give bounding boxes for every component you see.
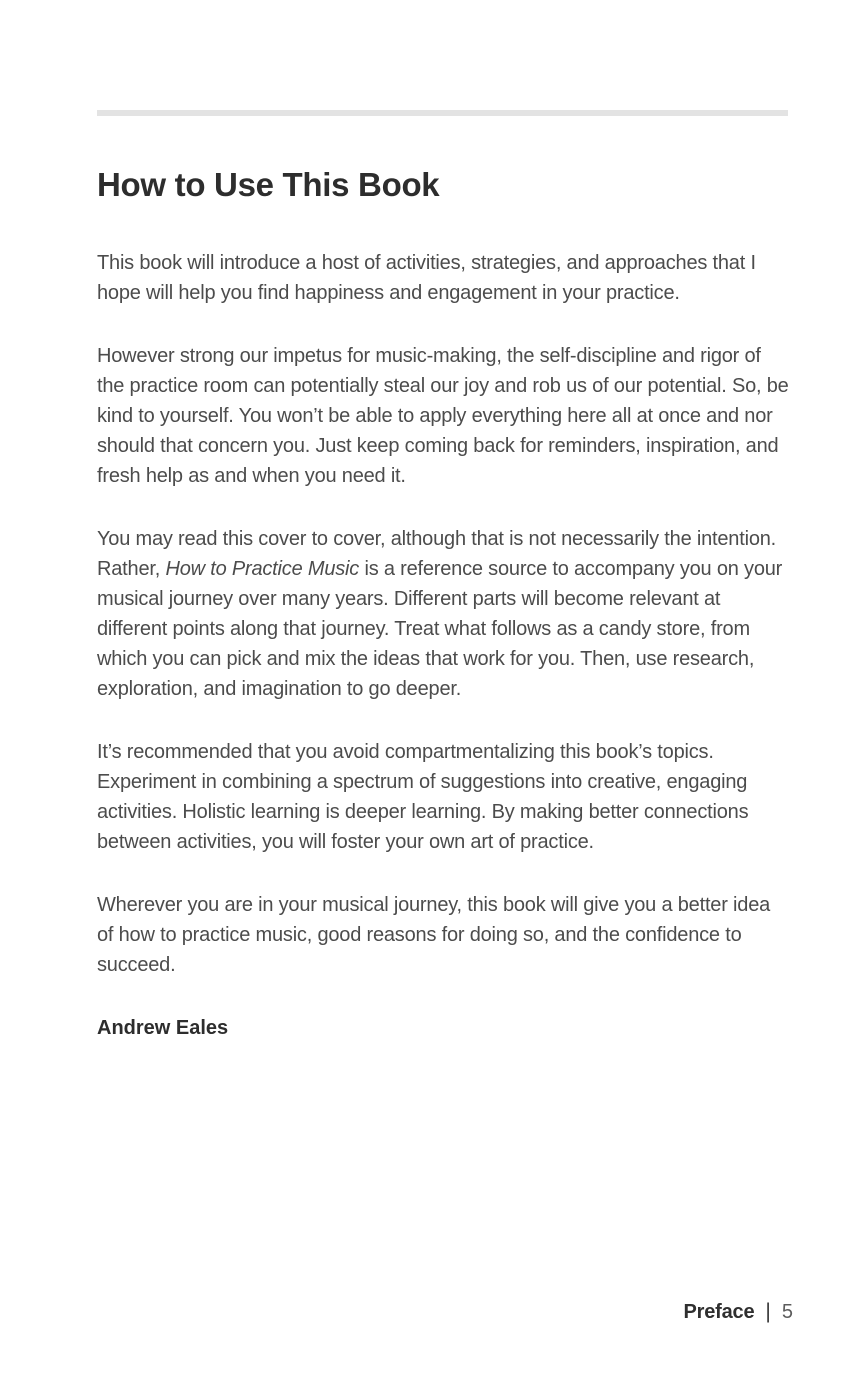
- book-title-italic: How to Practice Music: [165, 557, 360, 580]
- body-text: [97, 248, 791, 980]
- footer: [684, 1300, 793, 1324]
- paragraph: [97, 890, 789, 980]
- footer-page-number: 5: [781, 1301, 793, 1323]
- paragraph: [97, 737, 789, 857]
- paragraph-text: This book will introduce a host of activities, strategies, and approaches that I hope will help you find happiness and engagement in your practice.: [97, 251, 756, 304]
- page-title: How to Use This Book: [97, 166, 440, 203]
- paragraph: [97, 524, 789, 704]
- footer-separator: |: [765, 1300, 771, 1323]
- paragraph-text: is a reference source to accompany you on your musical journey over many years. Different parts will become relevant at different points along that journey. Treat what follows as a candy store, from which you can pick and mix the ideas that work for you. Then, use research, exploration, and imagination to go deeper.: [97, 557, 783, 700]
- paragraph-text: You may read this cover to cover, although that is not necessarily the intention. Rather,: [97, 527, 777, 580]
- footer-section-label: Preface: [683, 1301, 755, 1323]
- paragraph-text: It’s recommended that you avoid compartmentalizing this book’s topics. Experiment in combining a spectrum of suggestions into creative, engaging activities. Holistic learning is deeper learning. By making better connections between activities, you will foster your own art of practice.: [97, 740, 749, 853]
- paragraph: [97, 248, 789, 308]
- top-rule: [97, 110, 788, 116]
- author-name: Andrew Eales: [97, 1016, 229, 1039]
- paragraph-text: However strong our impetus for music-making, the self-discipline and rigor of the practice room can potentially steal our joy and rob us of our potential. So, be kind to yourself. You won’t be able to apply everything here all at once and nor should that concern you. Just keep coming back for reminders, inspiration, and fresh help as and when you need it.: [97, 344, 789, 487]
- paragraph: [97, 341, 789, 491]
- paragraph-text: Wherever you are in your musical journey, this book will give you a better idea of how to practice music, good reasons for doing so, and the confidence to succeed.: [97, 893, 771, 976]
